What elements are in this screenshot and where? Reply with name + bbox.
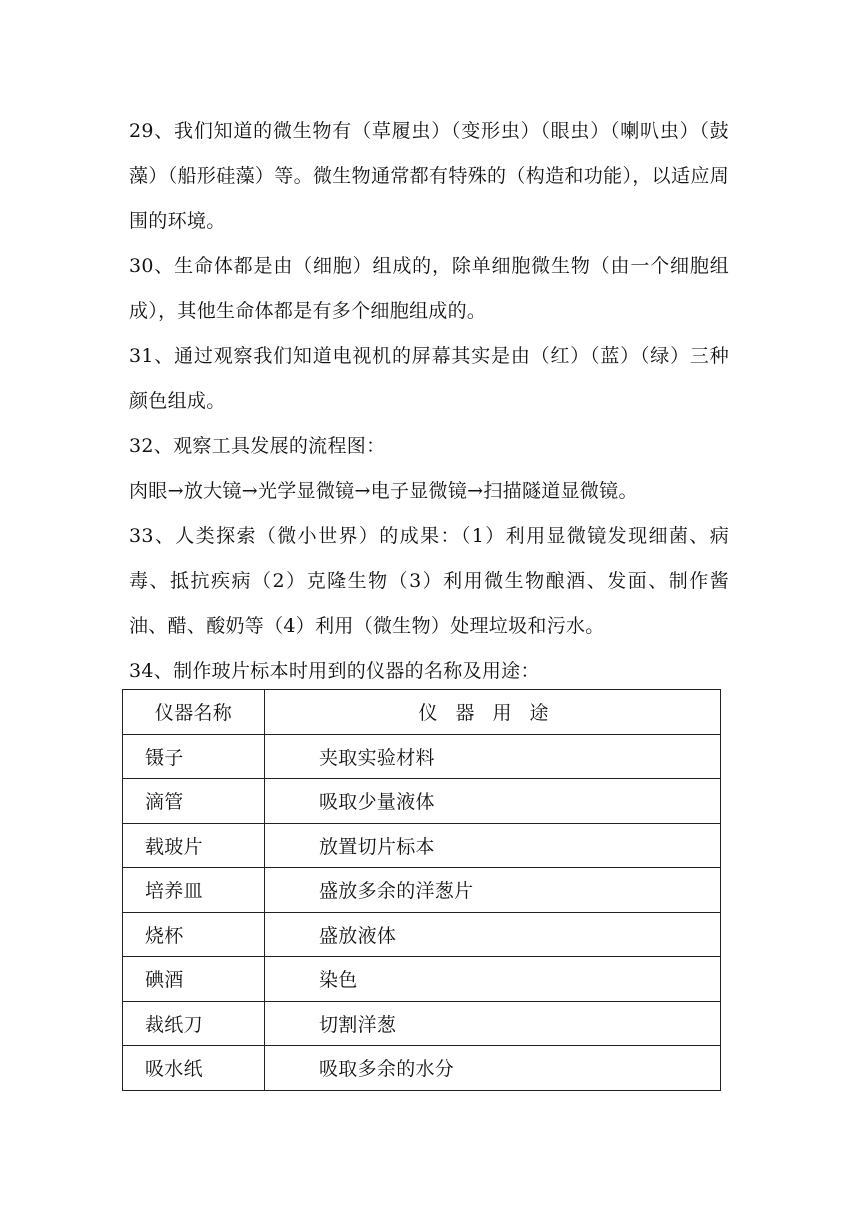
paragraph-30: 30、生命体都是由（细胞）组成的，除单细胞微生物（由一个细胞组成），其他生命体都是有多个细胞组成的。 (129, 255, 729, 322)
instrument-name-cell: 烧杯 (123, 912, 265, 957)
table-row (123, 779, 721, 824)
table-row (123, 823, 721, 868)
table-row (123, 912, 721, 957)
instrument-use-cell: 染色 (265, 957, 721, 1002)
instrument-use-cell: 盛放液体 (265, 912, 721, 957)
header-instrument-use: 仪器用途 (265, 690, 721, 735)
instrument-table (122, 689, 721, 1091)
instrument-use-cell: 切割洋葱 (265, 1001, 721, 1046)
instrument-use-cell: 吸取多余的水分 (265, 1046, 721, 1091)
instrument-use-cell: 放置切片标本 (265, 823, 721, 868)
paragraph-34: 34、制作玻片标本时用到的仪器的名称及用途： (129, 660, 540, 682)
table-row (123, 868, 721, 913)
table-row (123, 1001, 721, 1046)
paragraph-33: 33、人类探索（微小世界）的成果：（1）利用显微镜发现细菌、病毒、抵抗疾病（2）克隆生物（3）利用微生物酿酒、发面、制作酱油、醋、酸奶等（4）利用（微生物）处理垃圾和污水。 (129, 525, 729, 637)
table-header-row (123, 690, 721, 735)
instrument-name-cell: 载玻片 (123, 823, 265, 868)
instrument-name-cell: 镊子 (123, 734, 265, 779)
text-block (129, 109, 729, 694)
instrument-name-cell: 滴管 (123, 779, 265, 824)
table-row (123, 957, 721, 1002)
instrument-use-cell: 夹取实验材料 (265, 734, 721, 779)
instrument-use-cell: 吸取少量液体 (265, 779, 721, 824)
paragraph-32: 32、观察工具发展的流程图： (129, 435, 386, 457)
header-instrument-name: 仪器名称 (123, 690, 265, 735)
instrument-name-cell: 碘酒 (123, 957, 265, 1002)
instrument-name-cell: 培养皿 (123, 868, 265, 913)
instrument-name-cell: 裁纸刀 (123, 1001, 265, 1046)
table-row (123, 734, 721, 779)
paragraph-31: 31、通过观察我们知道电视机的屏幕其实是由（红）（蓝）（绿）三种颜色组成。 (129, 345, 729, 412)
instrument-name-cell: 吸水纸 (123, 1046, 265, 1091)
paragraph-29: 29、我们知道的微生物有（草履虫）（变形虫）（眼虫）（喇叭虫）（鼓藻）（船形硅藻）等。微生物通常都有特殊的（构造和功能），以适应周围的环境。 (129, 120, 729, 232)
table-row (123, 1046, 721, 1091)
flow-chart-line: 肉眼→放大镜→光学显微镜→电子显微镜→扫描隧道显微镜。 (129, 480, 638, 502)
instrument-use-cell: 盛放多余的洋葱片 (265, 868, 721, 913)
